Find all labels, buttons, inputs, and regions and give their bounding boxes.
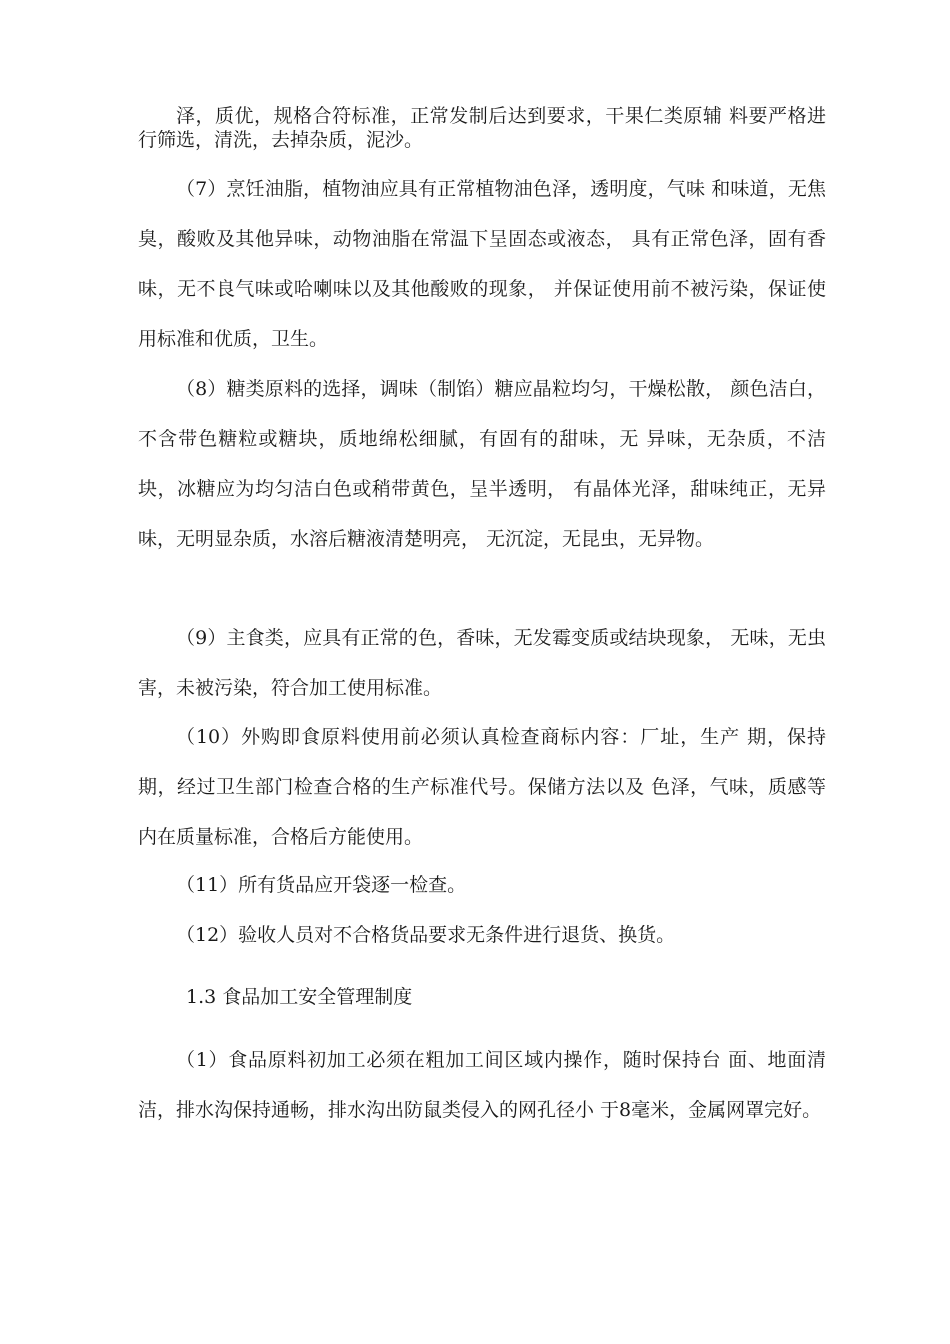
paragraph-item-8: （8）糖类原料的选择，调味（制馅）糖应晶粒均匀，干燥松散， 颜色洁白，不含带色糖粒或糖块，质地绵松细腻，有固有的甜味，无 异味，无杂质，不洁块，冰糖应为均匀洁白色或稍带黄色，呈半透明， 有晶体光泽，甜味纯正，无异味，无明显杂质，水溶后糖液清楚明亮， 无沉淀，无昆虫，无异物。 [138, 378, 826, 550]
section-heading: 1.3 食品加工安全管理制度 [186, 986, 413, 1008]
paragraph-item-11: （11）所有货品应开袋逐一检查。 [176, 874, 467, 896]
continuation-paragraph: 泽，质优，规格合符标准，正常发制后达到要求，干果仁类原辅 料要严格进行筛选，清洗，去掉杂质，泥沙。 [138, 105, 826, 151]
paragraph-item-12: （12）验收人员对不合格货品要求无条件进行退货、换货。 [176, 924, 676, 946]
paragraph-item-10: （10）外购即食原料使用前必须认真检查商标内容：厂址，生产 期，保持期，经过卫生部门检查合格的生产标准代号。保储方法以及 色泽，气味，质感等内在质量标准，合格后方能使用。 [138, 726, 826, 848]
paragraph-item-7: （7）烹饪油脂，植物油应具有正常植物油色泽，透明度，气味 和味道，无焦臭，酸败及其他异味，动物油脂在常温下呈固态或液态， 具有正常色泽，固有香味，无不良气味或哈喇味以及其他酸败的现象， 并保证使用前不被污染，保证使用标准和优质，卫生。 [138, 178, 826, 350]
paragraph-item-9: （9）主食类，应具有正常的色，香味，无发霉变质或结块现象， 无味，无虫害，未被污染，符合加工使用标准。 [138, 627, 826, 699]
paragraph-section-item-1: （1）食品原料初加工必须在粗加工间区域内操作，随时保持台 面、地面清洁，排水沟保持通畅，排水沟出防鼠类侵入的网孔径小 于8毫米，金属网罩完好。 [138, 1049, 826, 1121]
